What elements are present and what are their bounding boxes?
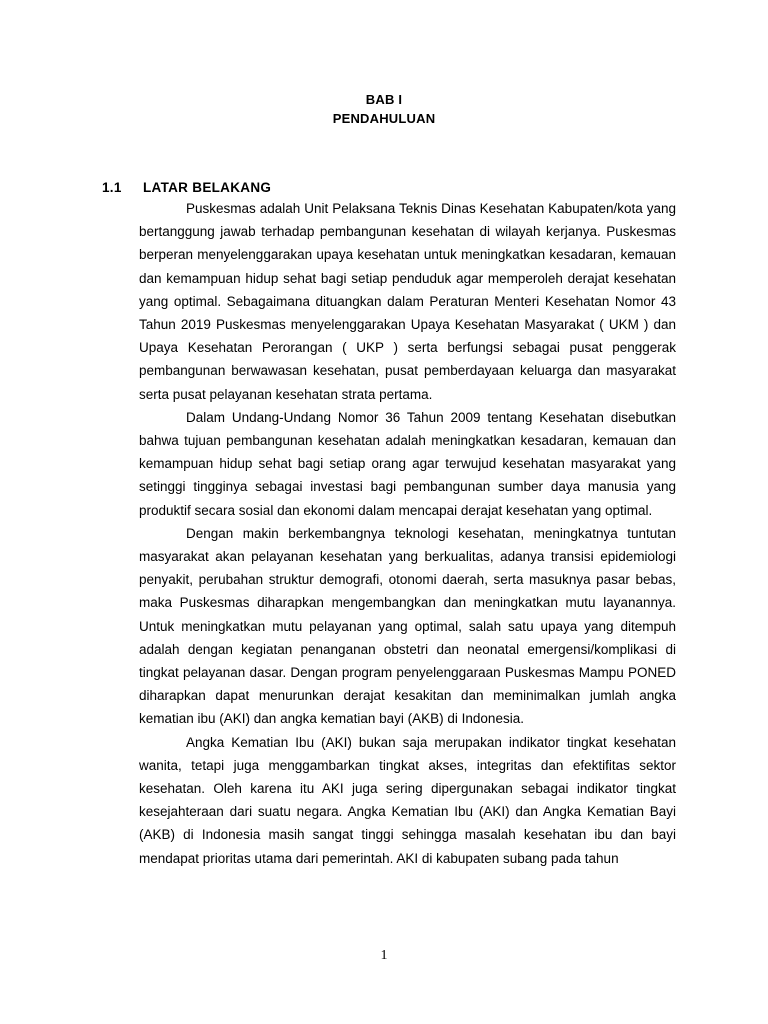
chapter-title: PENDAHULUAN [332, 111, 436, 126]
body-text [139, 197, 676, 870]
paragraph-puskesmas-definition: Puskesmas adalah Unit Pelaksana Teknis Dinas Kesehatan Kabupaten/kota yang bertanggung jawab terhadap pembangunan kesehatan di wilayah kerjanya. Puskesmas berperan menyelenggarakan upaya kesehatan untuk meningkatkan kesadaran, kemauan dan kemampuan hidup sehat bagi setiap penduduk agar memperoleh derajat kesehatan yang optimal. Sebagaimana dituangkan dalam Peraturan Menteri Kesehatan Nomor 43 Tahun 2019 Puskesmas menyelenggarakan Upaya Kesehatan Masyarakat ( UKM ) dan Upaya Kesehatan Perorangan ( UKP ) serta berfungsi sebagai pusat penggerak pembangunan berwawasan kesehatan, pusat pemberdayaan keluarga dan masyarakat serta pusat pelayanan kesehatan strata pertama. [139, 201, 676, 402]
paragraph-poned-program: Dengan makin berkembangnya teknologi kesehatan, meningkatnya tuntutan masyarakat akan pelayanan kesehatan yang berkualitas, adanya transisi epidemiologi penyakit, perubahan struktur demografi, otonomi daerah, serta masuknya pasar bebas, maka Puskesmas diharapkan mengembangkan dan meningkatkan mutu layanannya. Untuk meningkatkan mutu pelayanan yang optimal, salah satu upaya yang ditempuh adalah dengan kegiatan penanganan obstetri dan neonatal emergensi/komplikasi di tingkat pelayanan dasar. Dengan program penyelenggaraan Puskesmas Mampu PONED diharapkan dapat menurunkan derajat kesakitan dan meminimalkan jumlah angka kematian ibu (AKI) dan angka kematian bayi (AKB) di Indonesia. [139, 525, 676, 727]
paragraph-aki-indicator: Angka Kematian Ibu (AKI) bukan saja merupakan indikator tingkat kesehatan wanita, tetapi juga menggambarkan tingkat akses, integritas dan efektifitas sektor kesehatan. Oleh karena itu AKI juga sering dipergunakan sebagai indikator tingkat kesejahteraan dari suatu negara. Angka Kematian Ibu (AKI) dan Angka Kematian Bayi (AKB) di Indonesia masih sangat tinggi sehingga masalah kesehatan ibu dan bayi mendapat prioritas utama dari pemerintah. AKI di kabupaten subang pada tahun [139, 734, 676, 866]
paragraph-undang-undang: Dalam Undang-Undang Nomor 36 Tahun 2009 tentang Kesehatan disebutkan bahwa tujuan pembangunan kesehatan adalah meningkatkan kesadaran, kemauan dan kemampuan hidup sehat bagi setiap orang agar terwujud kesehatan masyarakat yang setinggi tingginya sebagai investasi bagi pembangunan sumber daya manusia yang produktif secara sosial dan ekonomi dalam mencapai derajat kesehatan yang optimal. [139, 409, 676, 518]
section-title: LATAR BELAKANG [143, 180, 272, 195]
section-number: 1.1 [102, 180, 122, 195]
page-number: 1 [380, 948, 388, 963]
chapter-label: BAB I [365, 92, 403, 107]
section-heading [102, 180, 271, 195]
